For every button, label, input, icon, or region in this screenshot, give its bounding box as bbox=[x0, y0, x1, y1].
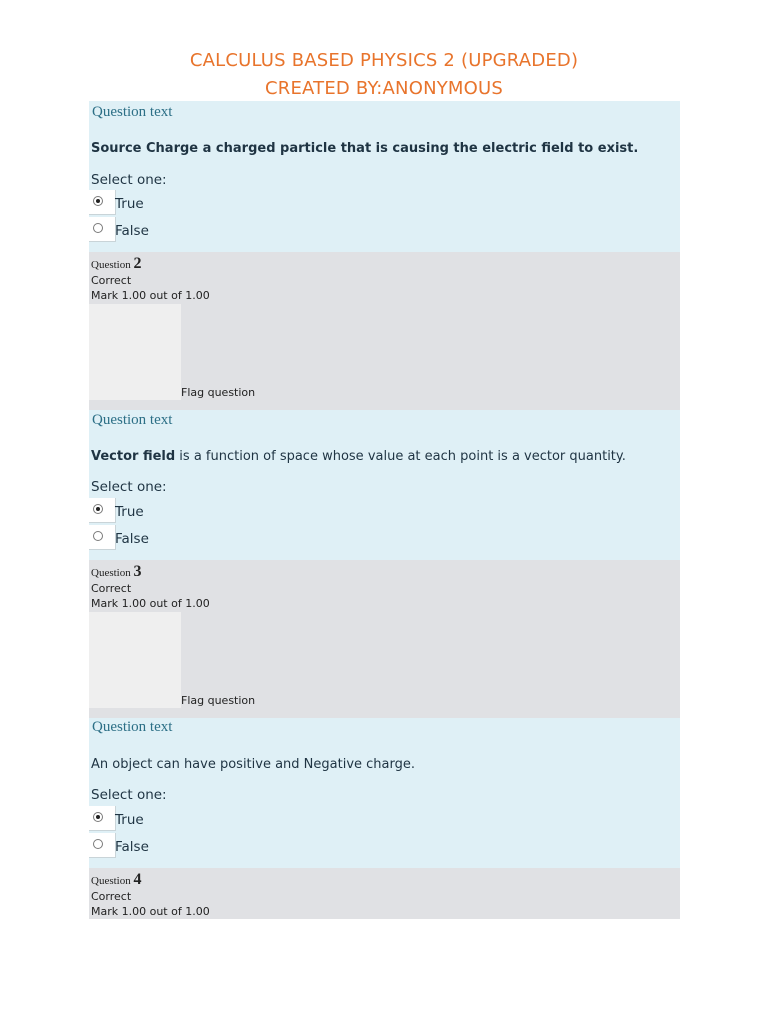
question-3-stem-rest: An object can have positive and Negative charge. bbox=[91, 757, 416, 772]
select-one-label: Select one: bbox=[91, 787, 167, 803]
question-number: 3 bbox=[133, 563, 142, 580]
radio-unselected-icon[interactable] bbox=[93, 223, 103, 233]
question-2-stem-rest: is a function of space whose value at each point is a vector quantity. bbox=[175, 449, 626, 464]
flag-icon-placeholder[interactable] bbox=[89, 612, 181, 708]
question-1-text-block bbox=[89, 101, 680, 252]
question-1-option-true[interactable] bbox=[89, 190, 289, 217]
radio-box[interactable] bbox=[89, 525, 116, 550]
question-text-label: Question text bbox=[92, 104, 173, 120]
question-3-stem bbox=[91, 757, 415, 772]
select-one-label: Select one: bbox=[91, 172, 167, 188]
question-2-heading bbox=[91, 255, 141, 273]
question-2-status: Correct bbox=[91, 274, 132, 287]
question-2-stem-bold: Vector field bbox=[91, 449, 176, 464]
question-3-option-true[interactable] bbox=[89, 806, 289, 833]
radio-box[interactable] bbox=[89, 498, 116, 523]
question-2-flag-link[interactable]: Flag question bbox=[181, 386, 256, 399]
question-heading-word: Question bbox=[91, 875, 131, 887]
question-text-label: Question text bbox=[92, 719, 173, 735]
radio-box[interactable] bbox=[89, 217, 116, 242]
question-2-mark: Mark 1.00 out of 1.00 bbox=[91, 289, 210, 302]
radio-selected-icon[interactable] bbox=[93, 812, 103, 822]
question-heading-word: Question bbox=[91, 259, 131, 271]
question-3-option-false[interactable] bbox=[89, 833, 289, 860]
option-label: False bbox=[115, 531, 149, 547]
question-3-status: Correct bbox=[91, 582, 132, 595]
question-2-stem bbox=[91, 449, 626, 464]
question-4-status: Correct bbox=[91, 890, 132, 903]
question-number: 2 bbox=[133, 255, 142, 272]
radio-box[interactable] bbox=[89, 833, 116, 858]
question-3-mark: Mark 1.00 out of 1.00 bbox=[91, 597, 210, 610]
select-one-label: Select one: bbox=[91, 479, 167, 495]
option-label: False bbox=[115, 223, 149, 239]
question-4-heading bbox=[91, 871, 141, 889]
question-2-text-block bbox=[89, 410, 680, 560]
document-subtitle: CREATED BY:ANONYMOUS bbox=[264, 78, 504, 99]
question-1-stem bbox=[91, 141, 638, 156]
option-label: True bbox=[115, 196, 144, 212]
option-label: True bbox=[115, 504, 144, 520]
question-number: 4 bbox=[133, 871, 142, 888]
option-label: False bbox=[115, 839, 149, 855]
question-4-info-block bbox=[89, 868, 680, 919]
radio-selected-icon[interactable] bbox=[93, 196, 103, 206]
question-2-option-true[interactable] bbox=[89, 498, 289, 525]
radio-unselected-icon[interactable] bbox=[93, 839, 103, 849]
question-heading-word: Question bbox=[91, 567, 131, 579]
question-2-info-block bbox=[89, 252, 680, 410]
question-3-flag-link[interactable]: Flag question bbox=[181, 694, 256, 707]
question-3-heading bbox=[91, 563, 141, 581]
question-1-option-false[interactable] bbox=[89, 217, 289, 244]
question-1-stem-bold: Source Charge a charged particle that is causing the electric field to exist. bbox=[91, 141, 639, 156]
question-3-info-block bbox=[89, 560, 680, 718]
radio-unselected-icon[interactable] bbox=[93, 531, 103, 541]
flag-icon-placeholder[interactable] bbox=[89, 304, 181, 400]
question-4-mark: Mark 1.00 out of 1.00 bbox=[91, 905, 210, 918]
radio-box[interactable] bbox=[89, 190, 116, 215]
radio-selected-icon[interactable] bbox=[93, 504, 103, 514]
question-3-text-block bbox=[89, 718, 680, 868]
question-2-option-false[interactable] bbox=[89, 525, 289, 552]
option-label: True bbox=[115, 812, 144, 828]
document-title: CALCULUS BASED PHYSICS 2 (UPGRADED) bbox=[189, 50, 579, 71]
radio-box[interactable] bbox=[89, 806, 116, 831]
question-text-label: Question text bbox=[92, 412, 173, 428]
